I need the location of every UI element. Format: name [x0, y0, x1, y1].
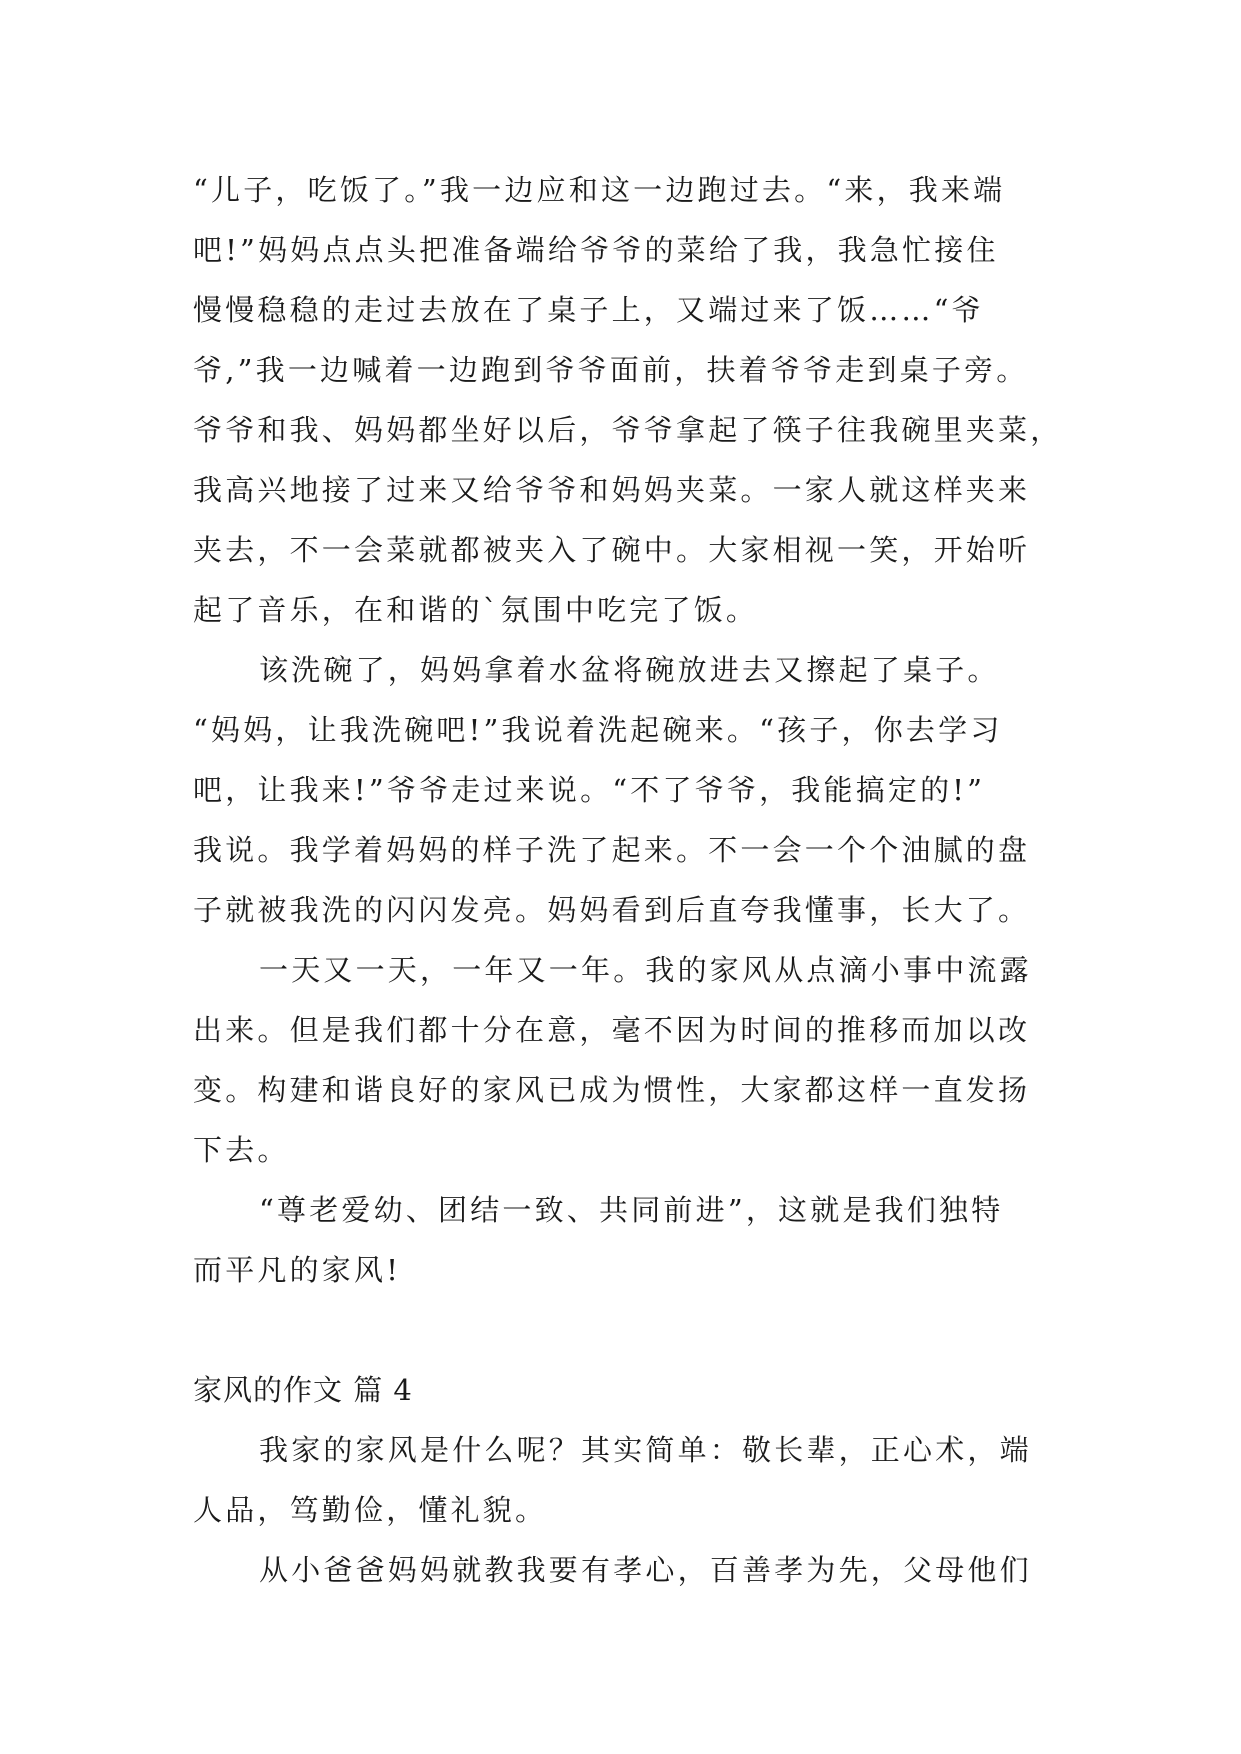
text-line: 变。构建和谐良好的家风已成为惯性，大家都这样一直发扬	[193, 1073, 1031, 1107]
text-line: “尊老爱幼、团结一致、共同前进”，这就是我们独特	[259, 1193, 1004, 1227]
text-line: 我高兴地接了过来又给爷爷和妈妈夹菜。一家人就这样夹来	[193, 473, 1031, 507]
text-line: 爷爷和我、妈妈都坐好以后，爷爷拿起了筷子往我碗里夹菜，	[193, 413, 1063, 447]
text-line: 出来。但是我们都十分在意，毫不因为时间的推移而加以改	[193, 1013, 1031, 1047]
text-line: 慢慢稳稳的走过去放在了桌子上，又端过来了饭……“爷	[193, 293, 984, 327]
text-line: 我家的家风是什么呢？其实简单：敬长辈，正心术，端	[259, 1433, 1032, 1467]
text-line: 一天又一天，一年又一年。我的家风从点滴小事中流露	[259, 953, 1032, 987]
document-body	[193, 160, 1063, 1600]
text-line: 人品，笃勤俭，懂礼貌。	[193, 1493, 548, 1527]
text-line: 起了音乐，在和谐的`氛围中吃完了饭。	[193, 593, 759, 627]
text-line: 子就被我洗的闪闪发亮。妈妈看到后直夸我懂事，长大了。	[193, 893, 1031, 927]
text-line: 夹去，不一会菜就都被夹入了碗中。大家相视一笑，开始听	[193, 533, 1031, 567]
text-line: “妈妈，让我洗碗吧!”我说着洗起碗来。“孩子，你去学习	[193, 713, 1003, 747]
text-line: 从小爸爸妈妈就教我要有孝心，百善孝为先，父母他们	[259, 1553, 1032, 1587]
text-line: 而平凡的家风!	[193, 1253, 402, 1287]
text-line: 爷,”我一边喊着一边跑到爷爷面前，扶着爷爷走到桌子旁。	[193, 353, 1029, 387]
section-heading: 家风的作文 篇 4	[193, 1373, 413, 1407]
section-gap	[193, 1300, 1063, 1360]
text-line: 我说。我学着妈妈的样子洗了起来。不一会一个个油腻的盘	[193, 833, 1031, 867]
text-line: 下去。	[193, 1133, 290, 1167]
text-line: “儿子，吃饭了。”我一边应和这一边跑过去。“来，我来端	[193, 173, 1006, 207]
text-line: 该洗碗了，妈妈拿着水盆将碗放进去又擦起了桌子。	[259, 653, 1000, 687]
text-line: 吧!”妈妈点点头把准备端给爷爷的菜给了我，我急忙接住	[193, 233, 999, 267]
text-line: 吧，让我来!”爷爷走过来说。“不了爷爷，我能搞定的!”	[193, 773, 986, 807]
